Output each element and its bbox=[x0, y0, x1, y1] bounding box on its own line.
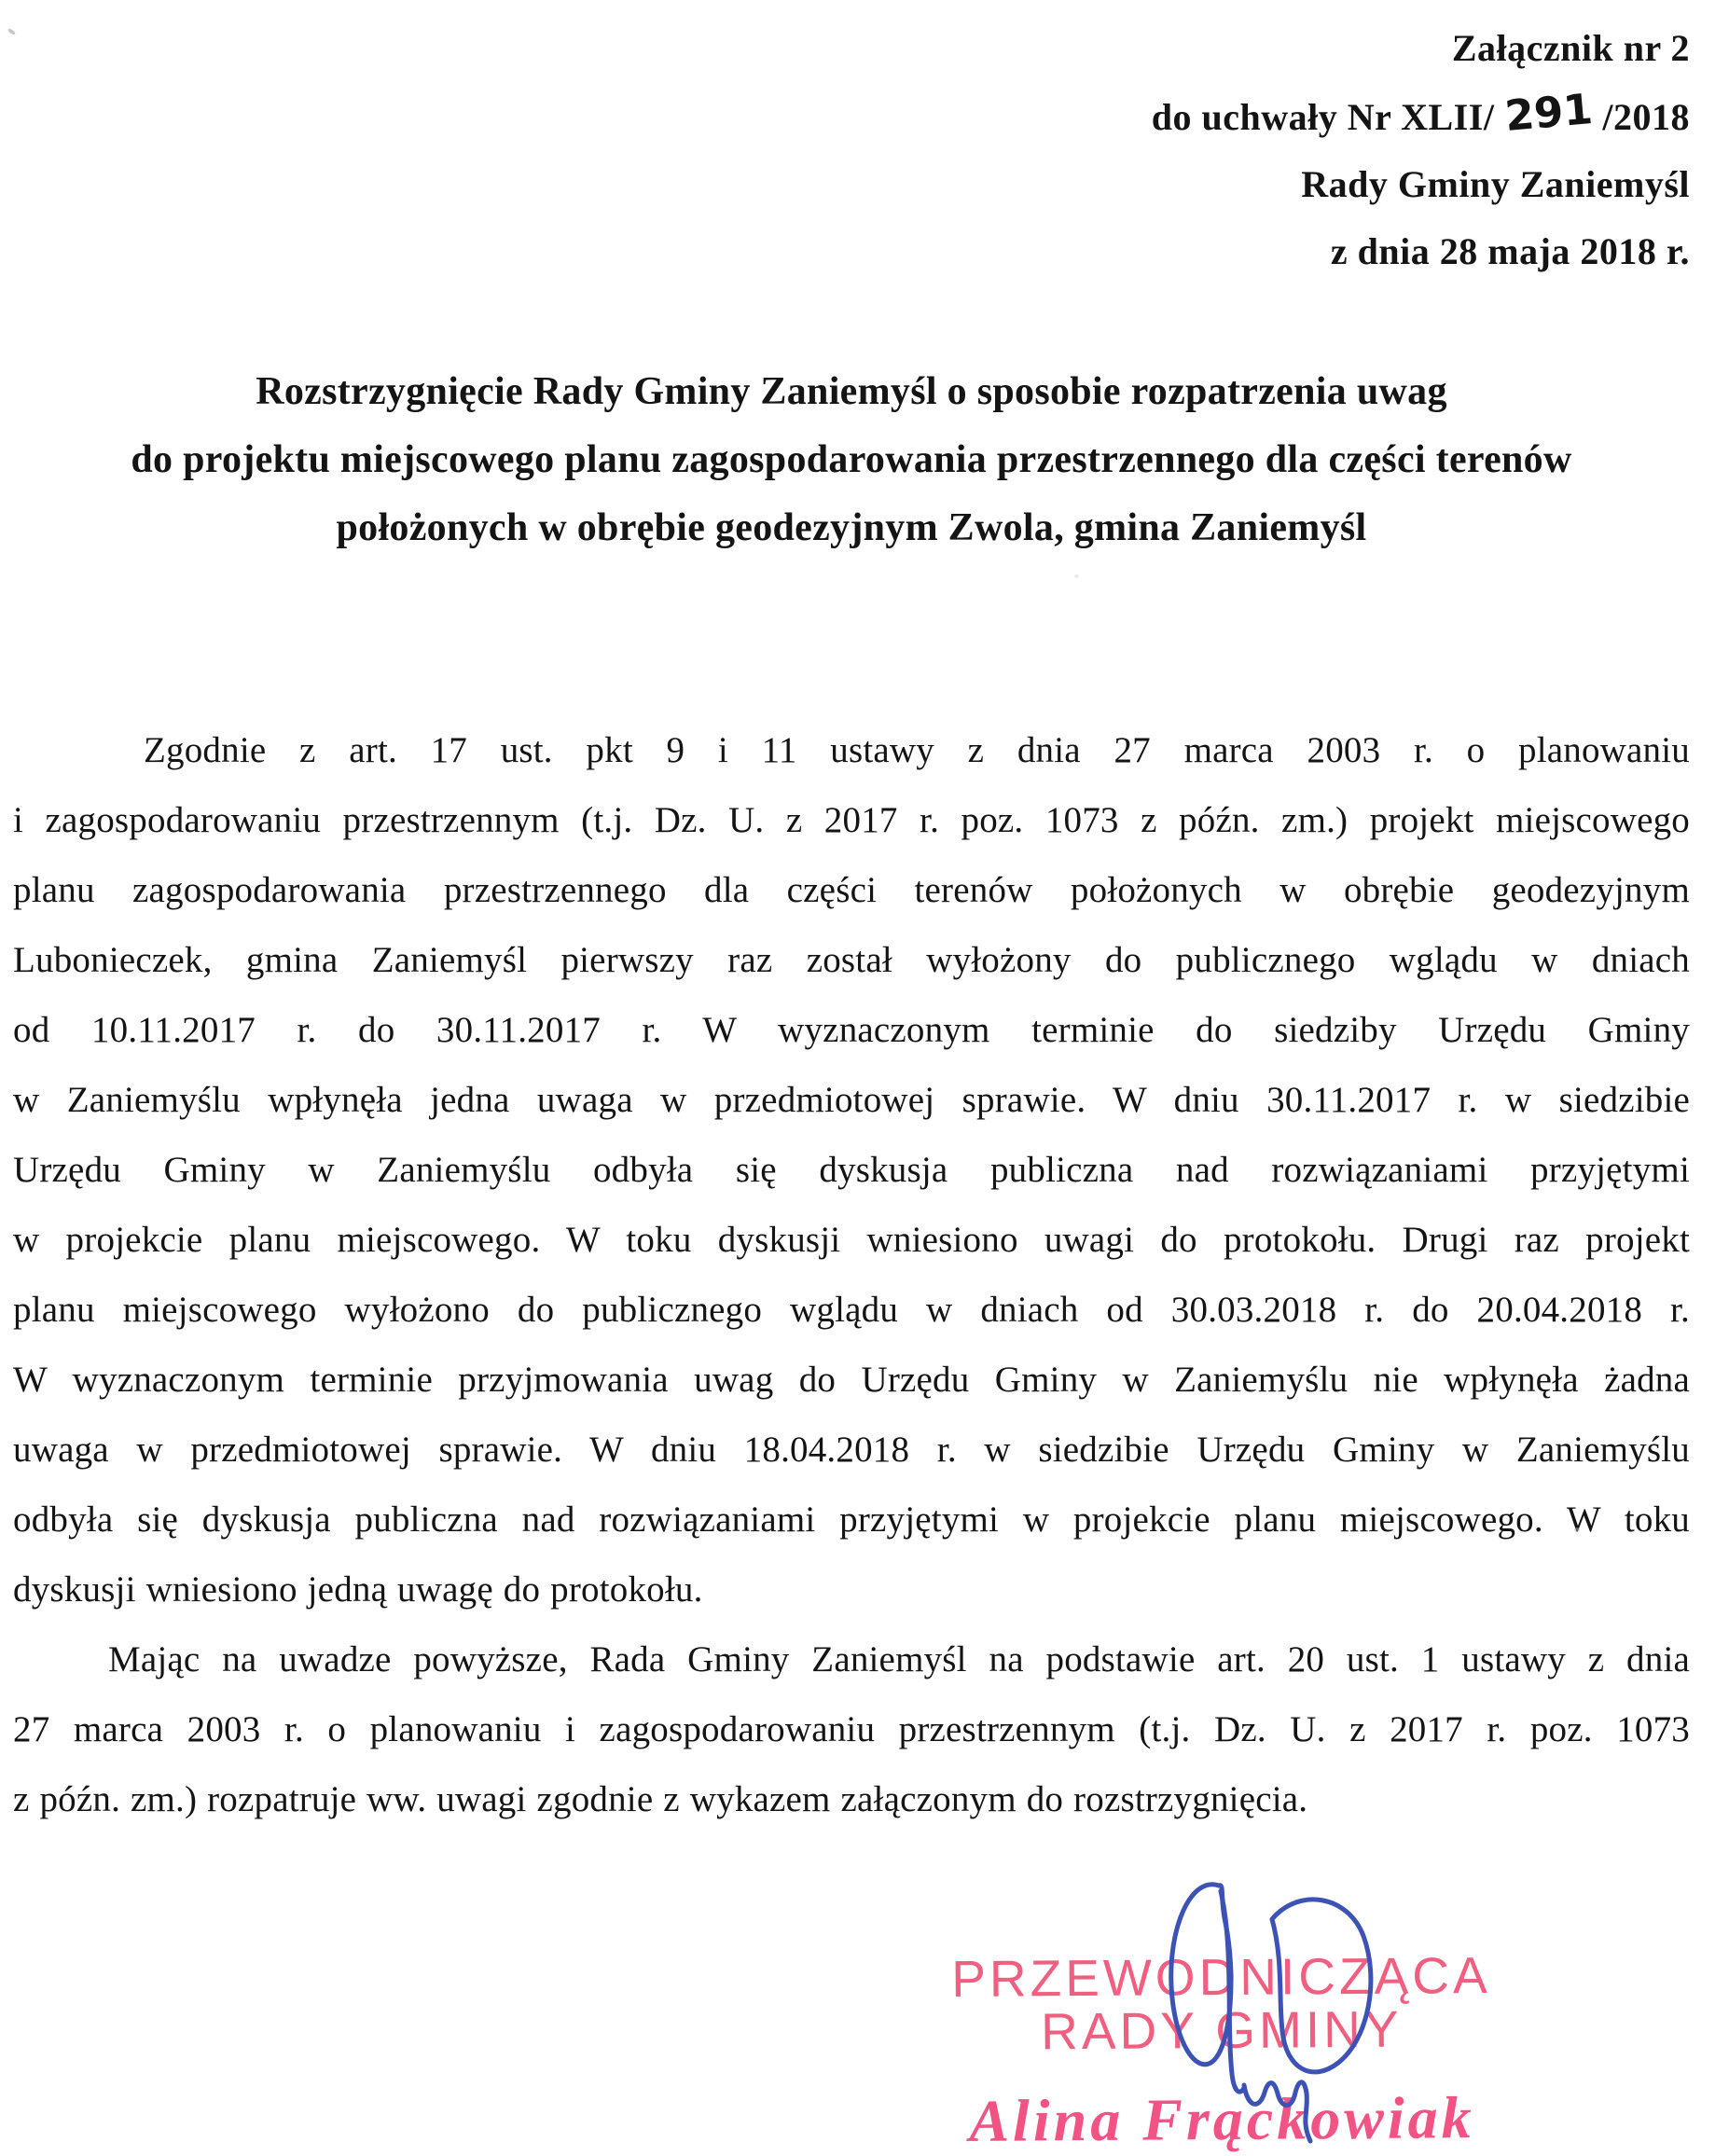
stamp-name: Alina Frąckowiak bbox=[969, 2084, 1475, 2154]
paragraph1-line: W wyznaczonym terminie przyjmowania uwag do Urzędu Gminy w Zaniemyślu nie wpłynęła żadna bbox=[13, 1360, 1690, 1400]
paragraph1-line: odbyła się dyskusja publiczna nad rozwiązaniami przyjętymi w projekcie planu miejscowego. W toku bbox=[13, 1500, 1690, 1540]
paragraph1-line: planu zagospodarowania przestrzennego dla części terenów położonych w obrębie geodezyjnym bbox=[13, 870, 1690, 910]
resolution-number-prefix: do uchwały Nr XLII/ bbox=[1151, 96, 1495, 138]
paragraph1-line: uwaga w przedmiotowej sprawie. W dniu 18.04.2018 r. w siedzibie Urzędu Gminy w Zaniemyślu bbox=[13, 1430, 1690, 1470]
paragraph2-line: z późn. zm.) rozpatruje ww. uwagi zgodnie z wykazem załączonym do rozstrzygnięcia. bbox=[13, 1779, 1308, 1819]
title-line-1: Rozstrzygnięcie Rady Gminy Zaniemyśl o sposobie rozpatrzenia uwag bbox=[256, 370, 1447, 413]
document-title bbox=[13, 358, 1690, 562]
handwritten-resolution-number: 291 bbox=[1503, 84, 1596, 142]
attachment-number-line: Załącznik nr 2 bbox=[1451, 27, 1690, 69]
scan-speck bbox=[1074, 574, 1079, 578]
signature-scribble-icon bbox=[1159, 1873, 1388, 2145]
paragraph1-line: od 10.11.2017 r. do 30.11.2017 r. W wyznaczonym terminie do siedziby Urzędu Gminy bbox=[13, 1010, 1690, 1050]
handwritten-signature bbox=[1159, 1873, 1388, 2145]
paragraph1-line: Zgodnie z art. 17 ust. pkt 9 i 11 ustawy z dnia 27 marca 2003 r. o planowaniu bbox=[144, 730, 1690, 770]
paragraph1-line: Urzędu Gminy w Zaniemyślu odbyła się dyskusja publiczna nad rozwiązaniami przyjętymi bbox=[13, 1150, 1690, 1190]
paragraph1-line: i zagospodarowaniu przestrzennym (t.j. Dz. U. z 2017 r. poz. 1073 z późn. zm.) projekt miejscowego bbox=[13, 800, 1690, 840]
paragraph2-line: Mając na uwadze powyższe, Rada Gminy Zaniemyśl na podstawie art. 20 ust. 1 ustawy z dnia bbox=[108, 1639, 1690, 1679]
paragraph1-line: dyskusji wniesiono jedną uwagę do protokołu. bbox=[13, 1569, 703, 1610]
title-line-2: do projektu miejscowego planu zagospodarowania przestrzennego dla części terenów bbox=[131, 438, 1572, 481]
paragraph1-line: Lubonieczek, gmina Zaniemyśl pierwszy raz został wyłożony do publicznego wglądu w dniach bbox=[13, 940, 1690, 980]
stamp-role-line1: PRZEWODNICZĄCA bbox=[950, 1945, 1491, 2009]
paragraph2-line: 27 marca 2003 r. o planowaniu i zagospodarowaniu przestrzennym (t.j. Dz. U. z 2017 r. poz. 1073 bbox=[13, 1709, 1690, 1749]
scan-speck bbox=[1574, 1527, 1580, 1532]
council-name-line: Rady Gminy Zaniemyśl bbox=[1301, 163, 1690, 205]
resolution-date-line: z dnia 28 maja 2018 r. bbox=[1330, 230, 1690, 272]
title-line-3: położonych w obrębie geodezyjnym Zwola, gmina Zaniemyśl bbox=[336, 506, 1367, 549]
stamp-role-line2: RADY GMINY bbox=[1040, 1999, 1403, 2061]
paragraph1-line: w Zaniemyślu wpłynęła jedna uwaga w przedmiotowej sprawie. W dniu 30.11.2017 r. w siedzibie bbox=[13, 1080, 1690, 1120]
resolution-number-line bbox=[13, 82, 1690, 151]
resolution-number-suffix: /2018 bbox=[1602, 96, 1690, 138]
attachment-header bbox=[13, 15, 1690, 285]
paragraph1-line: w projekcie planu miejscowego. W toku dyskusji wniesiono uwagi do protokołu. Drugi raz projekt bbox=[13, 1220, 1690, 1260]
paragraph1-line: planu miejscowego wyłożono do publicznego wglądu w dniach od 30.03.2018 r. do 20.04.2018 r. bbox=[13, 1290, 1690, 1330]
document-body bbox=[13, 715, 1690, 1834]
